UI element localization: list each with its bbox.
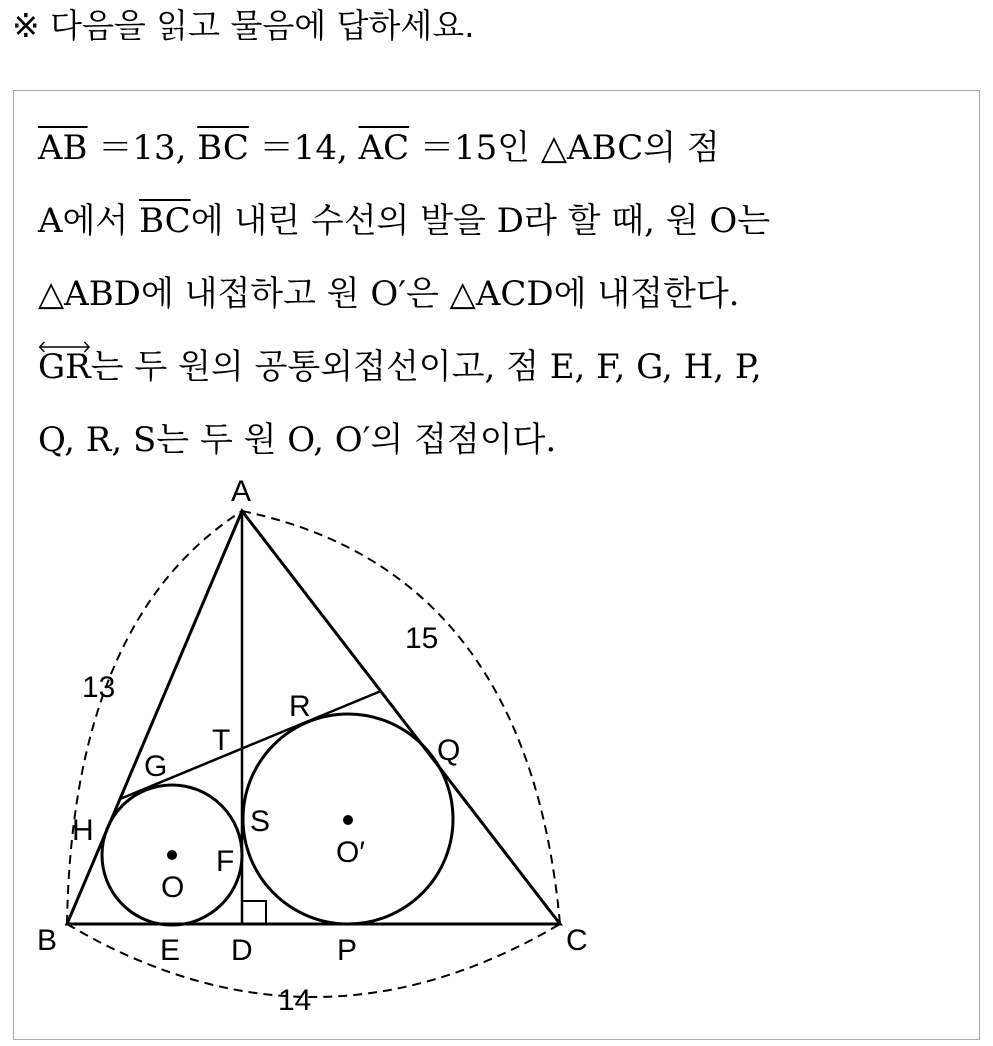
- length-ab: 13: [82, 671, 116, 704]
- right-angle-mark: [242, 901, 266, 924]
- length-ac: 15: [405, 622, 439, 655]
- triangle-abc: [67, 511, 560, 924]
- label-f: F: [216, 845, 235, 878]
- label-e: E: [160, 934, 181, 967]
- label-c: C: [566, 924, 588, 957]
- segment-ac: $\overline{AC}$: [358, 128, 410, 168]
- segment-bc: $\overline{BC}$: [197, 128, 249, 168]
- label-o: O: [161, 871, 185, 904]
- segment-ab: $\overline{AB}$: [38, 128, 88, 168]
- length-bc: 14: [278, 984, 312, 1017]
- label-a: A: [231, 475, 252, 508]
- line-1-tail: 인 △ABC의 점: [497, 128, 720, 168]
- line-gr: GR: [38, 347, 91, 387]
- equals-14: ＝14,: [248, 128, 359, 168]
- label-t: T: [212, 724, 231, 757]
- label-h: H: [72, 814, 94, 847]
- label-s: S: [250, 805, 271, 838]
- problem-line-5: Q, R, S는 두 원 O, O′의 접점이다.: [38, 420, 557, 460]
- label-g: G: [144, 750, 168, 783]
- problem-line-3: △ABD에 내접하고 원 O′은 △ACD에 내접한다.: [38, 274, 740, 314]
- line-4-tail: 는 두 원의 공통외접선이고, 점 E, F, G, H, P,: [90, 347, 762, 387]
- equals-13: ＝13,: [87, 128, 198, 168]
- instruction-heading: ※ 다음을 읽고 물음에 답하세요.: [12, 6, 475, 45]
- segment-bc-2: $\overline{BC}$: [139, 201, 191, 241]
- label-q: Q: [437, 734, 461, 767]
- line-2-tail: 에 내린 수선의 발을 D라 할 때, 원 O는: [190, 201, 771, 241]
- label-o-prime: O′: [336, 836, 365, 869]
- label-p: P: [337, 934, 358, 967]
- label-b: B: [37, 924, 58, 957]
- label-r: R: [289, 690, 311, 723]
- equals-15: ＝15: [409, 128, 498, 168]
- line-2-head: A에서: [38, 201, 140, 241]
- center-dot-o: [167, 850, 177, 860]
- center-dot-o-prime: [343, 815, 353, 825]
- arc-bc-dashed: [67, 924, 560, 997]
- label-d: D: [231, 934, 253, 967]
